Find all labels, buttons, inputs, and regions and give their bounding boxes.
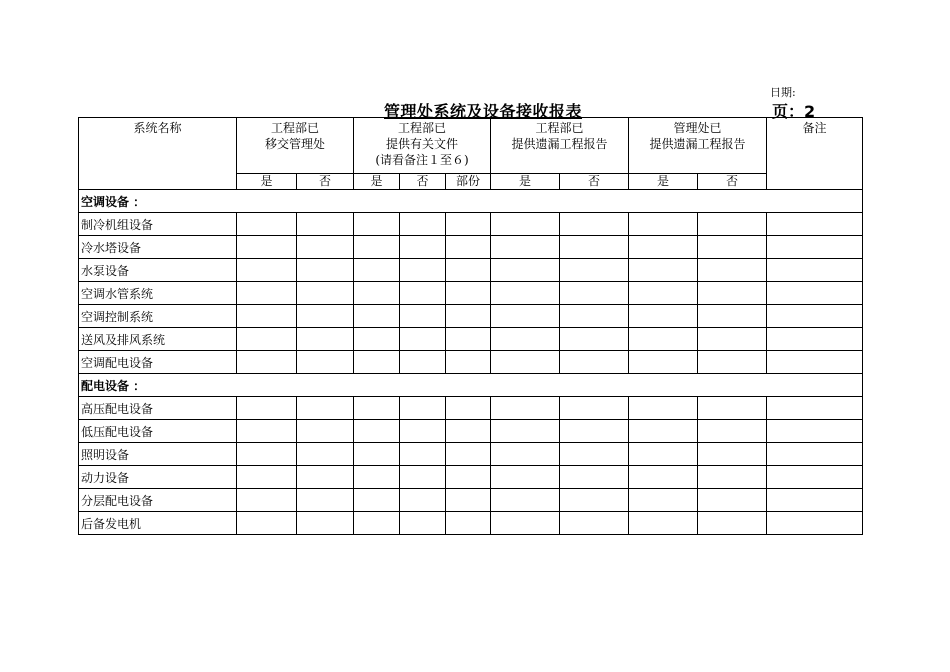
checkbox-cell[interactable] [629,512,698,535]
checkbox-cell[interactable] [297,466,354,489]
checkbox-cell[interactable] [354,236,400,259]
checkbox-cell[interactable] [237,328,297,351]
checkbox-cell[interactable] [560,305,629,328]
checkbox-cell[interactable] [354,351,400,374]
checkbox-cell[interactable] [400,282,446,305]
item-name: 高压配电设备 [79,397,237,420]
checkbox-cell[interactable] [698,466,767,489]
checkbox-cell[interactable] [354,489,400,512]
checkbox-cell[interactable] [629,351,698,374]
checkbox-cell[interactable] [491,305,560,328]
checkbox-cell[interactable] [491,397,560,420]
checkbox-cell[interactable] [629,305,698,328]
item-name: 空调配电设备 [79,351,237,374]
checkbox-cell[interactable] [698,213,767,236]
checkbox-cell[interactable] [297,420,354,443]
checkbox-cell[interactable] [400,236,446,259]
remarks-cell[interactable] [767,236,863,259]
checkbox-cell[interactable] [491,489,560,512]
checkbox-cell[interactable] [354,213,400,236]
checkbox-cell[interactable] [491,328,560,351]
checkbox-cell[interactable] [698,489,767,512]
header-documents-line1: 工程部已 [398,121,447,135]
header-eng-missing-line2: 提供遗漏工程报告 [511,137,608,151]
checkbox-cell[interactable] [446,282,491,305]
checkbox-cell[interactable] [400,328,446,351]
checkbox-cell[interactable] [491,236,560,259]
remarks-cell[interactable] [767,328,863,351]
checkbox-cell[interactable] [237,489,297,512]
header-documents-line2: 提供有关文件 [386,137,459,151]
checkbox-cell[interactable] [629,443,698,466]
section-title: 空调设备 ： [79,190,863,213]
checkbox-cell[interactable] [237,443,297,466]
checkbox-cell[interactable] [297,328,354,351]
item-name: 照明设备 [79,443,237,466]
section-title: 配电设备 ： [79,374,863,397]
item-name: 低压配电设备 [79,420,237,443]
checkbox-cell[interactable] [629,466,698,489]
remarks-cell[interactable] [767,213,863,236]
equipment-handover-table [78,117,863,535]
header-handover [237,118,354,174]
checkbox-cell[interactable] [400,397,446,420]
section-row [79,190,863,213]
checkbox-cell[interactable] [629,420,698,443]
checkbox-cell[interactable] [446,489,491,512]
remarks-cell[interactable] [767,489,863,512]
remarks-cell[interactable] [767,466,863,489]
checkbox-cell[interactable] [354,466,400,489]
header-handover-line1: 工程部已 [271,121,320,135]
subheader-yes: 是 [491,174,560,190]
checkbox-cell[interactable] [446,259,491,282]
checkbox-cell[interactable] [629,236,698,259]
date-label: 日期: [770,86,796,99]
checkbox-cell[interactable] [446,420,491,443]
checkbox-cell[interactable] [698,351,767,374]
item-name: 空调水管系统 [79,282,237,305]
checkbox-cell[interactable] [446,236,491,259]
checkbox-cell[interactable] [400,512,446,535]
checkbox-cell[interactable] [400,443,446,466]
remarks-cell[interactable] [767,282,863,305]
checkbox-cell[interactable] [400,466,446,489]
header-mgmt-missing-line2: 提供遗漏工程报告 [649,137,746,151]
table-row [79,351,863,374]
checkbox-cell[interactable] [297,305,354,328]
checkbox-cell[interactable] [354,259,400,282]
report-title: 管理处系统及设备接收报表 [384,102,583,121]
checkbox-cell[interactable] [237,259,297,282]
checkbox-cell[interactable] [237,397,297,420]
checkbox-cell[interactable] [237,236,297,259]
checkbox-cell[interactable] [491,420,560,443]
checkbox-cell[interactable] [237,305,297,328]
checkbox-cell[interactable] [354,443,400,466]
checkbox-cell[interactable] [698,305,767,328]
checkbox-cell[interactable] [698,259,767,282]
checkbox-cell[interactable] [354,305,400,328]
table-row [79,236,863,259]
checkbox-cell[interactable] [237,351,297,374]
checkbox-cell[interactable] [491,443,560,466]
checkbox-cell[interactable] [297,236,354,259]
checkbox-cell[interactable] [491,259,560,282]
header-system-name: 系统名称 [79,118,237,190]
header-eng-missing-line1: 工程部已 [535,121,584,135]
checkbox-cell[interactable] [629,489,698,512]
header-eng-missing-report [491,118,629,174]
checkbox-cell[interactable] [446,397,491,420]
checkbox-cell[interactable] [560,420,629,443]
checkbox-cell[interactable] [354,282,400,305]
checkbox-cell[interactable] [491,282,560,305]
remarks-cell[interactable] [767,512,863,535]
header-mgmt-missing-line1: 管理处已 [673,121,722,135]
subheader-yes: 是 [237,174,297,190]
header-documents [354,118,491,174]
checkbox-cell[interactable] [446,328,491,351]
checkbox-cell[interactable] [237,213,297,236]
checkbox-cell[interactable] [491,466,560,489]
checkbox-cell[interactable] [354,328,400,351]
checkbox-cell[interactable] [560,443,629,466]
table-row [79,328,863,351]
checkbox-cell[interactable] [698,328,767,351]
checkbox-cell[interactable] [354,420,400,443]
checkbox-cell[interactable] [400,259,446,282]
checkbox-cell[interactable] [560,328,629,351]
checkbox-cell[interactable] [354,397,400,420]
subheader-no: 否 [698,174,767,190]
checkbox-cell[interactable] [237,282,297,305]
checkbox-cell[interactable] [560,213,629,236]
checkbox-cell[interactable] [446,305,491,328]
checkbox-cell[interactable] [400,420,446,443]
page-number: 页：2 [772,102,816,121]
item-name: 后备发电机 [79,512,237,535]
checkbox-cell[interactable] [297,351,354,374]
item-name: 送风及排风系统 [79,328,237,351]
checkbox-cell[interactable] [354,512,400,535]
checkbox-cell[interactable] [446,443,491,466]
checkbox-cell[interactable] [560,259,629,282]
checkbox-cell[interactable] [698,443,767,466]
checkbox-cell[interactable] [629,328,698,351]
table-row [79,512,863,535]
checkbox-cell[interactable] [237,512,297,535]
checkbox-cell[interactable] [297,259,354,282]
table-row [79,466,863,489]
checkbox-cell[interactable] [560,282,629,305]
item-name: 分层配电设备 [79,489,237,512]
subheader-partial: 部份 [446,174,491,190]
checkbox-cell[interactable] [560,512,629,535]
checkbox-cell[interactable] [698,282,767,305]
checkbox-cell[interactable] [400,213,446,236]
checkbox-cell[interactable] [629,282,698,305]
checkbox-cell[interactable] [446,213,491,236]
remarks-cell[interactable] [767,443,863,466]
checkbox-cell[interactable] [491,351,560,374]
checkbox-cell[interactable] [446,351,491,374]
checkbox-cell[interactable] [446,466,491,489]
header-documents-line3: (请看备注１至６) [375,153,469,167]
checkbox-cell[interactable] [297,489,354,512]
checkbox-cell[interactable] [491,512,560,535]
checkbox-cell[interactable] [491,213,560,236]
header-remarks: 备注 [767,118,863,190]
item-name: 制冷机组设备 [79,213,237,236]
checkbox-cell[interactable] [560,397,629,420]
subheader-yes: 是 [629,174,698,190]
checkbox-cell[interactable] [297,213,354,236]
table-row [79,213,863,236]
table-row [79,420,863,443]
checkbox-cell[interactable] [560,466,629,489]
checkbox-cell[interactable] [560,489,629,512]
checkbox-cell[interactable] [698,397,767,420]
checkbox-cell[interactable] [400,489,446,512]
remarks-cell[interactable] [767,351,863,374]
checkbox-cell[interactable] [698,236,767,259]
checkbox-cell[interactable] [297,282,354,305]
header-mgmt-missing-report [629,118,767,174]
header-handover-line2: 移交管理处 [265,137,326,151]
checkbox-cell[interactable] [237,420,297,443]
remarks-cell[interactable] [767,420,863,443]
table-row [79,305,863,328]
item-name: 冷水塔设备 [79,236,237,259]
checkbox-cell[interactable] [560,351,629,374]
item-name: 空调控制系统 [79,305,237,328]
checkbox-cell[interactable] [237,466,297,489]
checkbox-cell[interactable] [698,512,767,535]
subheader-no: 否 [400,174,446,190]
subheader-yes: 是 [354,174,400,190]
section-row [79,374,863,397]
checkbox-cell[interactable] [297,512,354,535]
remarks-cell[interactable] [767,259,863,282]
checkbox-cell[interactable] [629,259,698,282]
checkbox-cell[interactable] [297,443,354,466]
remarks-cell[interactable] [767,305,863,328]
table-row [79,259,863,282]
checkbox-cell[interactable] [400,305,446,328]
table-row [79,282,863,305]
table-row [79,443,863,466]
checkbox-cell[interactable] [560,236,629,259]
checkbox-cell[interactable] [297,397,354,420]
table-row [79,489,863,512]
checkbox-cell[interactable] [629,397,698,420]
remarks-cell[interactable] [767,397,863,420]
subheader-no: 否 [560,174,629,190]
checkbox-cell[interactable] [698,420,767,443]
item-name: 水泵设备 [79,259,237,282]
table-row [79,397,863,420]
item-name: 动力设备 [79,466,237,489]
checkbox-cell[interactable] [446,512,491,535]
checkbox-cell[interactable] [629,213,698,236]
checkbox-cell[interactable] [400,351,446,374]
subheader-no: 否 [297,174,354,190]
